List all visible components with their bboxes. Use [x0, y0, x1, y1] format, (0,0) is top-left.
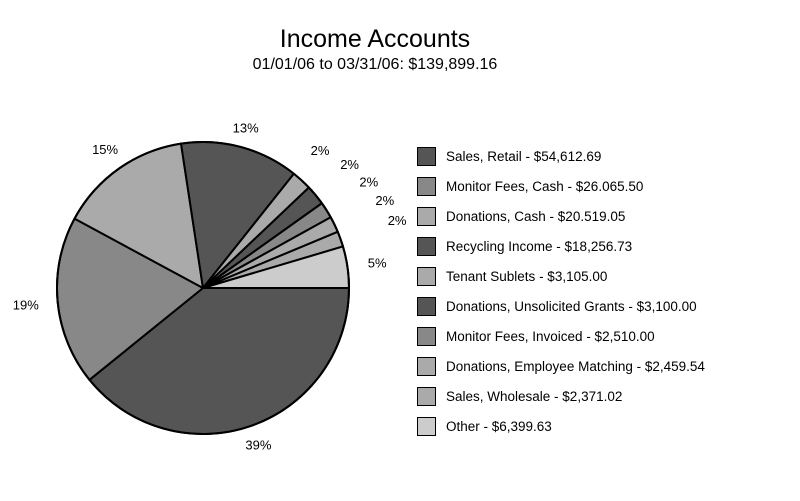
legend [417, 141, 705, 441]
legend-swatch [417, 267, 436, 286]
pie-slices [57, 142, 349, 434]
slice-percent-label: 2% [340, 157, 359, 173]
legend-item [417, 291, 705, 321]
chart-title: Income Accounts [279, 25, 471, 53]
slice-percent-label: 2% [387, 212, 407, 228]
legend-label: Donations, Employee Matching - $2,459.54 [446, 358, 705, 374]
legend-item [417, 141, 705, 171]
legend-item [417, 381, 705, 411]
legend-swatch [417, 327, 436, 346]
legend-label: Recycling Income - $18,256.73 [446, 238, 633, 254]
legend-item [417, 411, 705, 441]
legend-swatch [417, 177, 436, 196]
legend-label: Other - $6,399.63 [446, 418, 552, 434]
legend-item [417, 171, 705, 201]
slice-percent-label: 2% [359, 174, 379, 190]
legend-label: Monitor Fees, Cash - $26.065.50 [446, 178, 644, 194]
legend-label: Donations, Unsolicited Grants - $3,100.00 [446, 298, 697, 314]
legend-swatch [417, 387, 436, 406]
slice-percent-label: 2% [310, 142, 330, 158]
legend-item [417, 351, 705, 381]
legend-label: Sales, Retail - $54,612.69 [446, 148, 602, 164]
legend-item [417, 231, 705, 261]
legend-swatch [417, 357, 436, 376]
legend-swatch [417, 147, 436, 166]
legend-swatch [417, 237, 436, 256]
legend-item [417, 201, 705, 231]
slice-percent-label: 39% [245, 437, 272, 453]
slice-percent-label: 2% [375, 193, 395, 208]
legend-swatch [417, 417, 436, 436]
legend-item [417, 321, 705, 351]
slice-percent-label: 15% [92, 142, 119, 157]
legend-label: Monitor Fees, Invoiced - $2,510.00 [446, 328, 655, 344]
legend-swatch [417, 207, 436, 226]
legend-label: Sales, Wholesale - $2,371.02 [446, 388, 623, 404]
slice-percent-label: 5% [367, 255, 387, 271]
legend-label: Tenant Sublets - $3,105.00 [446, 268, 608, 284]
legend-label: Donations, Cash - $20.519.05 [446, 208, 626, 224]
slice-percent-label: 13% [232, 120, 259, 136]
legend-item [417, 261, 705, 291]
chart-subtitle: 01/01/06 to 03/31/06: $139,899.16 [252, 56, 498, 73]
legend-swatch [417, 297, 436, 316]
slice-percent-label: 19% [12, 297, 39, 313]
